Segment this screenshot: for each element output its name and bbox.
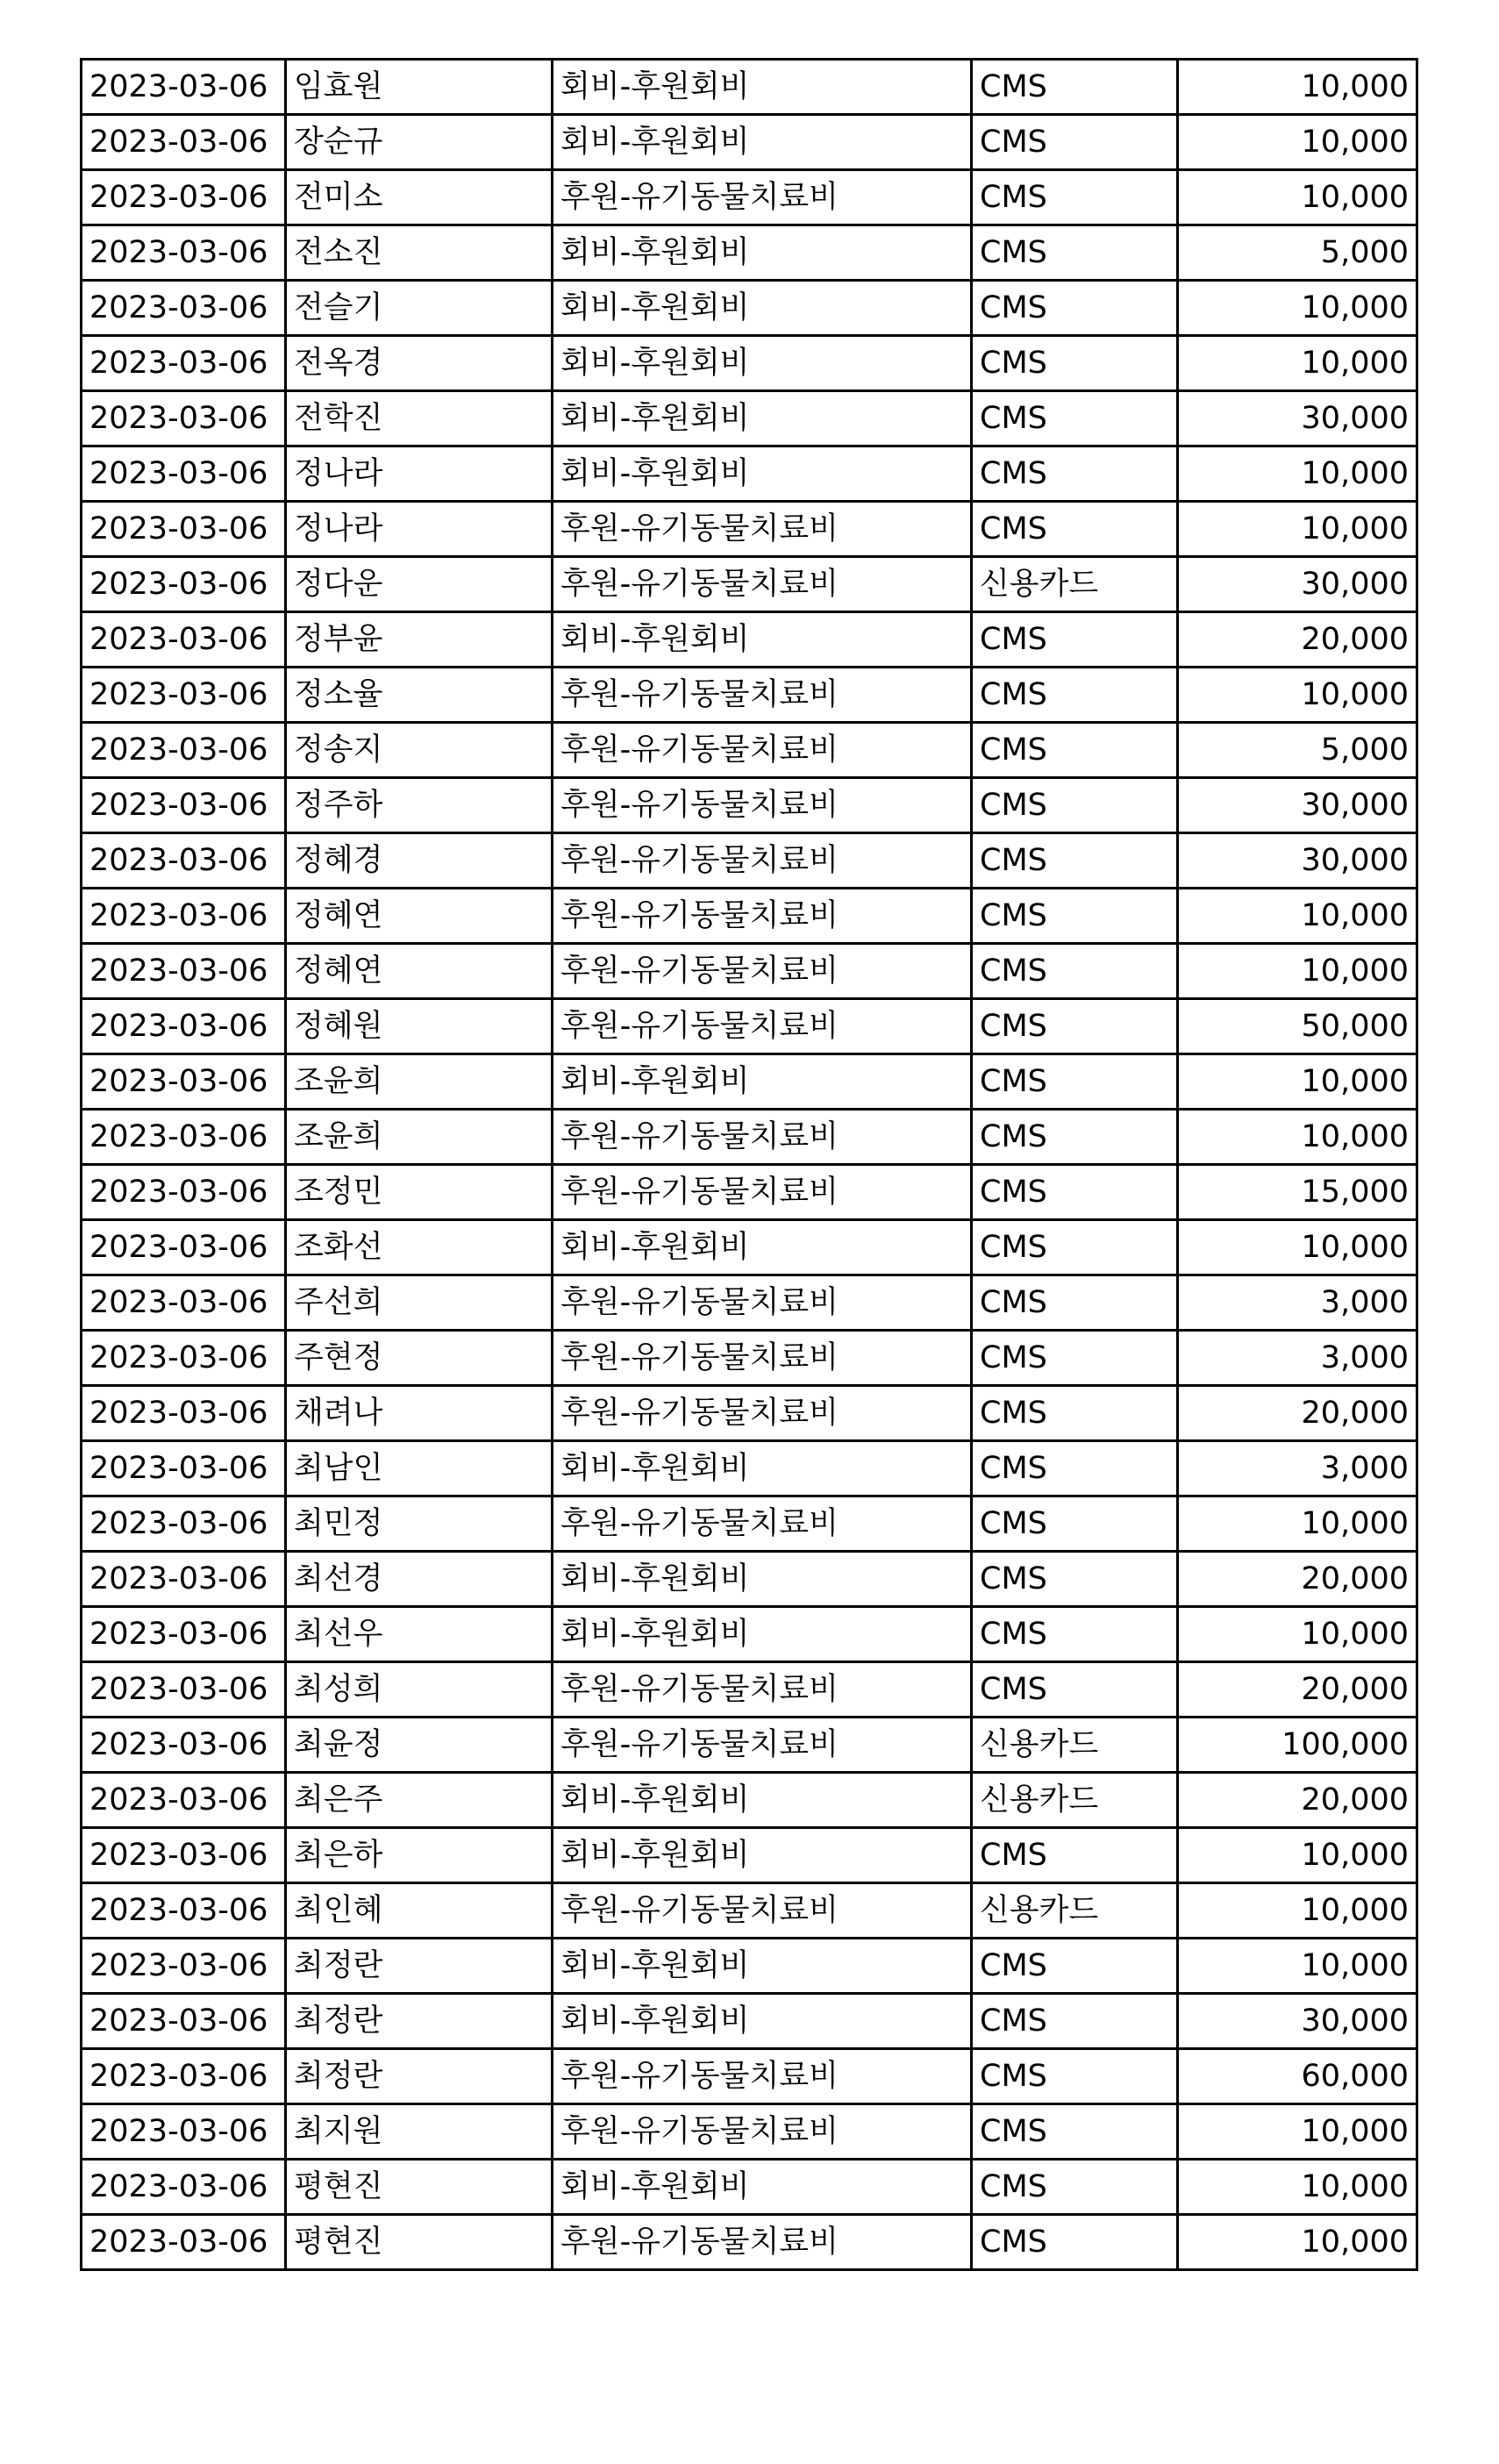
cell-payment-method: CMS	[972, 502, 1178, 557]
cell-date: 2023-03-06	[82, 1331, 286, 1386]
table-row	[82, 281, 1417, 336]
cell-donor-name: 정소율	[286, 668, 553, 723]
cell-payment-method: CMS	[972, 336, 1178, 391]
cell-category: 회비-후원회비	[553, 281, 972, 336]
cell-date: 2023-03-06	[82, 1773, 286, 1828]
cell-donor-name: 임효원	[286, 60, 553, 115]
cell-amount: 10,000	[1178, 446, 1417, 502]
cell-date: 2023-03-06	[82, 281, 286, 336]
cell-amount: 10,000	[1178, 1939, 1417, 1994]
cell-donor-name: 조화선	[286, 1220, 553, 1275]
cell-amount: 50,000	[1178, 999, 1417, 1054]
cell-donor-name: 전미소	[286, 170, 553, 225]
cell-amount: 3,000	[1178, 1275, 1417, 1331]
cell-date: 2023-03-06	[82, 612, 286, 668]
table-row	[82, 1275, 1417, 1331]
cell-category: 회비-후원회비	[553, 446, 972, 502]
cell-amount: 30,000	[1178, 833, 1417, 889]
cell-donor-name: 최민정	[286, 1496, 553, 1552]
cell-payment-method: CMS	[972, 225, 1178, 281]
table-row	[82, 115, 1417, 170]
cell-donor-name: 채려나	[286, 1386, 553, 1441]
cell-donor-name: 정다운	[286, 557, 553, 612]
cell-date: 2023-03-06	[82, 1496, 286, 1552]
table-row	[82, 1994, 1417, 2049]
cell-date: 2023-03-06	[82, 170, 286, 225]
cell-date: 2023-03-06	[82, 502, 286, 557]
cell-payment-method: 신용카드	[972, 557, 1178, 612]
cell-date: 2023-03-06	[82, 1165, 286, 1220]
cell-category: 후원-유기동물치료비	[553, 668, 972, 723]
cell-payment-method: CMS	[972, 1275, 1178, 1331]
cell-date: 2023-03-06	[82, 1607, 286, 1662]
cell-category: 회비-후원회비	[553, 1994, 972, 2049]
cell-date: 2023-03-06	[82, 1994, 286, 2049]
cell-payment-method: CMS	[972, 1054, 1178, 1110]
cell-date: 2023-03-06	[82, 1939, 286, 1994]
cell-payment-method: CMS	[972, 1552, 1178, 1607]
cell-payment-method: CMS	[972, 281, 1178, 336]
cell-donor-name: 조윤희	[286, 1054, 553, 1110]
cell-date: 2023-03-06	[82, 1275, 286, 1331]
cell-payment-method: CMS	[972, 60, 1178, 115]
cell-donor-name: 정주하	[286, 778, 553, 833]
cell-date: 2023-03-06	[82, 336, 286, 391]
cell-amount: 10,000	[1178, 1607, 1417, 1662]
cell-donor-name: 정혜연	[286, 944, 553, 999]
cell-payment-method: CMS	[972, 1441, 1178, 1496]
table-row	[82, 1386, 1417, 1441]
cell-donor-name: 평현진	[286, 2160, 553, 2215]
ledger-body	[82, 60, 1417, 2270]
cell-payment-method: CMS	[972, 2049, 1178, 2104]
table-row	[82, 170, 1417, 225]
cell-category: 후원-유기동물치료비	[553, 1883, 972, 1939]
cell-payment-method: CMS	[972, 1662, 1178, 1718]
cell-category: 후원-유기동물치료비	[553, 1496, 972, 1552]
cell-amount: 30,000	[1178, 1994, 1417, 2049]
cell-date: 2023-03-06	[82, 1828, 286, 1883]
cell-payment-method: CMS	[972, 2160, 1178, 2215]
table-row	[82, 1220, 1417, 1275]
cell-date: 2023-03-06	[82, 557, 286, 612]
cell-amount: 10,000	[1178, 170, 1417, 225]
cell-payment-method: CMS	[972, 1496, 1178, 1552]
cell-payment-method: CMS	[972, 668, 1178, 723]
cell-payment-method: CMS	[972, 723, 1178, 778]
cell-donor-name: 전학진	[286, 391, 553, 446]
table-row	[82, 1110, 1417, 1165]
cell-amount: 3,000	[1178, 1441, 1417, 1496]
cell-amount: 5,000	[1178, 723, 1417, 778]
cell-donor-name: 최선우	[286, 1607, 553, 1662]
cell-category: 후원-유기동물치료비	[553, 944, 972, 999]
cell-amount: 10,000	[1178, 2160, 1417, 2215]
cell-payment-method: CMS	[972, 1165, 1178, 1220]
table-row	[82, 944, 1417, 999]
table-row	[82, 2215, 1417, 2270]
cell-donor-name: 정송지	[286, 723, 553, 778]
cell-date: 2023-03-06	[82, 1718, 286, 1773]
cell-date: 2023-03-06	[82, 889, 286, 944]
cell-date: 2023-03-06	[82, 999, 286, 1054]
cell-amount: 10,000	[1178, 1110, 1417, 1165]
cell-date: 2023-03-06	[82, 1110, 286, 1165]
cell-category: 후원-유기동물치료비	[553, 1165, 972, 1220]
cell-amount: 30,000	[1178, 557, 1417, 612]
cell-category: 회비-후원회비	[553, 1773, 972, 1828]
cell-category: 회비-후원회비	[553, 1607, 972, 1662]
cell-amount: 10,000	[1178, 502, 1417, 557]
cell-payment-method: CMS	[972, 391, 1178, 446]
cell-payment-method: CMS	[972, 889, 1178, 944]
cell-category: 회비-후원회비	[553, 1939, 972, 1994]
cell-category: 후원-유기동물치료비	[553, 1662, 972, 1718]
cell-donor-name: 최인혜	[286, 1883, 553, 1939]
cell-payment-method: CMS	[972, 170, 1178, 225]
cell-payment-method: CMS	[972, 1828, 1178, 1883]
cell-payment-method: CMS	[972, 446, 1178, 502]
cell-date: 2023-03-06	[82, 668, 286, 723]
table-row	[82, 1441, 1417, 1496]
cell-payment-method: CMS	[972, 1220, 1178, 1275]
donation-ledger-table	[80, 58, 1418, 2271]
cell-amount: 10,000	[1178, 668, 1417, 723]
cell-category: 후원-유기동물치료비	[553, 1718, 972, 1773]
cell-category: 회비-후원회비	[553, 1054, 972, 1110]
table-row	[82, 2049, 1417, 2104]
cell-amount: 20,000	[1178, 1662, 1417, 1718]
cell-donor-name: 최지원	[286, 2104, 553, 2160]
cell-amount: 100,000	[1178, 1718, 1417, 1773]
cell-date: 2023-03-06	[82, 391, 286, 446]
cell-category: 회비-후원회비	[553, 1828, 972, 1883]
cell-amount: 10,000	[1178, 1054, 1417, 1110]
table-row	[82, 1607, 1417, 1662]
table-row	[82, 999, 1417, 1054]
cell-payment-method: 신용카드	[972, 1773, 1178, 1828]
cell-category: 회비-후원회비	[553, 1552, 972, 1607]
table-row	[82, 1939, 1417, 1994]
cell-date: 2023-03-06	[82, 1662, 286, 1718]
cell-date: 2023-03-06	[82, 1054, 286, 1110]
cell-amount: 10,000	[1178, 336, 1417, 391]
cell-amount: 30,000	[1178, 778, 1417, 833]
table-row	[82, 391, 1417, 446]
cell-amount: 20,000	[1178, 1386, 1417, 1441]
cell-date: 2023-03-06	[82, 1441, 286, 1496]
table-row	[82, 502, 1417, 557]
table-row	[82, 1552, 1417, 1607]
cell-category: 후원-유기동물치료비	[553, 1386, 972, 1441]
cell-donor-name: 주현정	[286, 1331, 553, 1386]
cell-date: 2023-03-06	[82, 1220, 286, 1275]
table-row	[82, 225, 1417, 281]
cell-amount: 60,000	[1178, 2049, 1417, 2104]
cell-donor-name: 정나라	[286, 446, 553, 502]
cell-donor-name: 최은주	[286, 1773, 553, 1828]
cell-amount: 30,000	[1178, 391, 1417, 446]
cell-payment-method: CMS	[972, 115, 1178, 170]
table-row	[82, 2160, 1417, 2215]
cell-payment-method: CMS	[972, 1994, 1178, 2049]
cell-amount: 15,000	[1178, 1165, 1417, 1220]
cell-payment-method: CMS	[972, 778, 1178, 833]
table-row	[82, 557, 1417, 612]
table-row	[82, 1496, 1417, 1552]
cell-donor-name: 조정민	[286, 1165, 553, 1220]
table-row	[82, 889, 1417, 944]
table-row	[82, 1718, 1417, 1773]
cell-category: 회비-후원회비	[553, 115, 972, 170]
table-row	[82, 1054, 1417, 1110]
cell-category: 후원-유기동물치료비	[553, 778, 972, 833]
cell-amount: 10,000	[1178, 889, 1417, 944]
cell-category: 후원-유기동물치료비	[553, 1275, 972, 1331]
cell-payment-method: CMS	[972, 1386, 1178, 1441]
cell-category: 회비-후원회비	[553, 391, 972, 446]
cell-amount: 10,000	[1178, 2215, 1417, 2270]
cell-category: 후원-유기동물치료비	[553, 999, 972, 1054]
table-row	[82, 612, 1417, 668]
cell-payment-method: 신용카드	[972, 1883, 1178, 1939]
cell-payment-method: CMS	[972, 1939, 1178, 1994]
cell-category: 후원-유기동물치료비	[553, 557, 972, 612]
cell-amount: 10,000	[1178, 944, 1417, 999]
cell-donor-name: 정나라	[286, 502, 553, 557]
cell-donor-name: 최윤정	[286, 1718, 553, 1773]
cell-date: 2023-03-06	[82, 115, 286, 170]
cell-date: 2023-03-06	[82, 2160, 286, 2215]
table-row	[82, 833, 1417, 889]
cell-payment-method: 신용카드	[972, 1718, 1178, 1773]
table-row	[82, 668, 1417, 723]
cell-amount: 20,000	[1178, 1773, 1417, 1828]
cell-category: 회비-후원회비	[553, 225, 972, 281]
cell-amount: 20,000	[1178, 1552, 1417, 1607]
cell-amount: 3,000	[1178, 1331, 1417, 1386]
cell-category: 후원-유기동물치료비	[553, 889, 972, 944]
cell-payment-method: CMS	[972, 944, 1178, 999]
cell-date: 2023-03-06	[82, 446, 286, 502]
cell-donor-name: 최남인	[286, 1441, 553, 1496]
cell-date: 2023-03-06	[82, 60, 286, 115]
cell-date: 2023-03-06	[82, 2215, 286, 2270]
table-row	[82, 60, 1417, 115]
cell-amount: 10,000	[1178, 281, 1417, 336]
cell-donor-name: 최선경	[286, 1552, 553, 1607]
cell-donor-name: 정혜연	[286, 889, 553, 944]
table-row	[82, 1883, 1417, 1939]
cell-donor-name: 장순규	[286, 115, 553, 170]
table-row	[82, 723, 1417, 778]
cell-payment-method: CMS	[972, 612, 1178, 668]
cell-donor-name: 정혜경	[286, 833, 553, 889]
cell-category: 회비-후원회비	[553, 60, 972, 115]
cell-category: 회비-후원회비	[553, 336, 972, 391]
cell-date: 2023-03-06	[82, 944, 286, 999]
cell-amount: 10,000	[1178, 115, 1417, 170]
table-row	[82, 336, 1417, 391]
table-row	[82, 1773, 1417, 1828]
cell-date: 2023-03-06	[82, 1883, 286, 1939]
cell-payment-method: CMS	[972, 833, 1178, 889]
cell-category: 후원-유기동물치료비	[553, 2104, 972, 2160]
cell-donor-name: 정혜원	[286, 999, 553, 1054]
cell-donor-name: 최정란	[286, 2049, 553, 2104]
cell-category: 후원-유기동물치료비	[553, 723, 972, 778]
cell-category: 후원-유기동물치료비	[553, 2049, 972, 2104]
cell-amount: 10,000	[1178, 1220, 1417, 1275]
cell-date: 2023-03-06	[82, 1386, 286, 1441]
cell-payment-method: CMS	[972, 999, 1178, 1054]
cell-amount: 10,000	[1178, 2104, 1417, 2160]
cell-donor-name: 평현진	[286, 2215, 553, 2270]
cell-amount: 10,000	[1178, 60, 1417, 115]
cell-category: 회비-후원회비	[553, 1220, 972, 1275]
cell-category: 후원-유기동물치료비	[553, 2215, 972, 2270]
cell-category: 후원-유기동물치료비	[553, 1331, 972, 1386]
cell-payment-method: CMS	[972, 1607, 1178, 1662]
cell-date: 2023-03-06	[82, 723, 286, 778]
cell-category: 후원-유기동물치료비	[553, 833, 972, 889]
cell-amount: 5,000	[1178, 225, 1417, 281]
cell-donor-name: 전소진	[286, 225, 553, 281]
cell-date: 2023-03-06	[82, 1552, 286, 1607]
table-row	[82, 1165, 1417, 1220]
cell-amount: 10,000	[1178, 1828, 1417, 1883]
table-row	[82, 1828, 1417, 1883]
cell-date: 2023-03-06	[82, 2049, 286, 2104]
table-row	[82, 778, 1417, 833]
table-row	[82, 1662, 1417, 1718]
cell-category: 후원-유기동물치료비	[553, 1110, 972, 1165]
cell-category: 후원-유기동물치료비	[553, 170, 972, 225]
cell-donor-name: 최은하	[286, 1828, 553, 1883]
cell-date: 2023-03-06	[82, 778, 286, 833]
cell-donor-name: 주선희	[286, 1275, 553, 1331]
cell-payment-method: CMS	[972, 1331, 1178, 1386]
cell-category: 후원-유기동물치료비	[553, 502, 972, 557]
cell-category: 회비-후원회비	[553, 1441, 972, 1496]
cell-payment-method: CMS	[972, 1110, 1178, 1165]
cell-payment-method: CMS	[972, 2215, 1178, 2270]
cell-donor-name: 전옥경	[286, 336, 553, 391]
cell-donor-name: 최정란	[286, 1939, 553, 1994]
cell-date: 2023-03-06	[82, 2104, 286, 2160]
cell-amount: 10,000	[1178, 1883, 1417, 1939]
cell-donor-name: 정부윤	[286, 612, 553, 668]
cell-amount: 20,000	[1178, 612, 1417, 668]
cell-donor-name: 전슬기	[286, 281, 553, 336]
table-row	[82, 1331, 1417, 1386]
cell-amount: 10,000	[1178, 1496, 1417, 1552]
cell-donor-name: 최성희	[286, 1662, 553, 1718]
table-row	[82, 446, 1417, 502]
cell-payment-method: CMS	[972, 2104, 1178, 2160]
cell-category: 회비-후원회비	[553, 612, 972, 668]
cell-date: 2023-03-06	[82, 225, 286, 281]
cell-date: 2023-03-06	[82, 833, 286, 889]
table-row	[82, 2104, 1417, 2160]
cell-category: 회비-후원회비	[553, 2160, 972, 2215]
cell-donor-name: 조윤희	[286, 1110, 553, 1165]
cell-donor-name: 최정란	[286, 1994, 553, 2049]
